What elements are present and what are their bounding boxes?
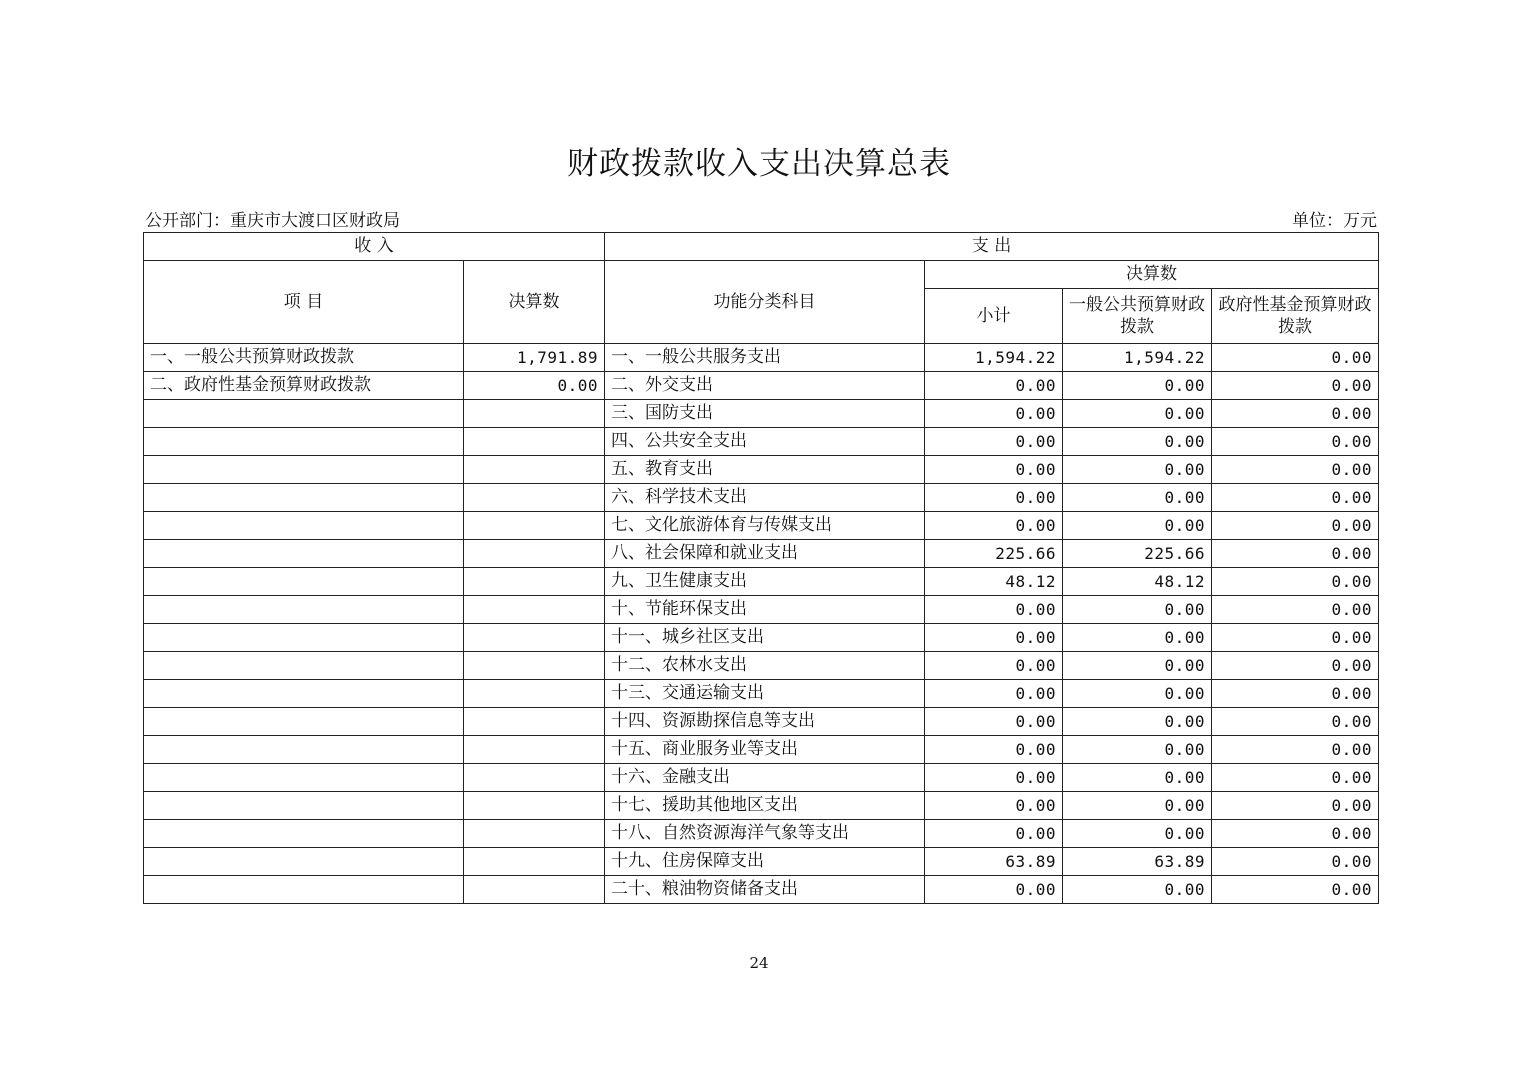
income-item-cell: [144, 624, 464, 652]
income-amount-cell: [464, 736, 605, 764]
gov-fund-cell: 0.00: [1212, 792, 1379, 820]
subtotal-cell: 0.00: [925, 512, 1063, 540]
table-row: [144, 820, 1379, 848]
page-title: 财政拨款收入支出决算总表: [567, 146, 951, 182]
gov-fund-cell: 0.00: [1212, 428, 1379, 456]
expense-item-cell: 九、卫生健康支出: [605, 568, 925, 596]
table-row: [144, 400, 1379, 428]
subtotal-cell: 63.89: [925, 848, 1063, 876]
gov-fund-cell: 0.00: [1212, 456, 1379, 484]
income-item-cell: 二、政府性基金预算财政拨款: [144, 372, 464, 400]
general-budget-cell: 0.00: [1063, 456, 1212, 484]
expense-item-cell: 一、一般公共服务支出: [605, 344, 925, 372]
general-budget-header: 一般公共预算财政拨款: [1063, 289, 1212, 344]
income-item-cell: 一、一般公共预算财政拨款: [144, 344, 464, 372]
gov-fund-cell: 0.00: [1212, 624, 1379, 652]
expense-item-cell: 十七、援助其他地区支出: [605, 792, 925, 820]
income-item-cell: [144, 428, 464, 456]
income-amount-cell: [464, 428, 605, 456]
expense-item-cell: 二、外交支出: [605, 372, 925, 400]
table-row: [144, 736, 1379, 764]
gov-fund-cell: 0.00: [1212, 568, 1379, 596]
income-item-cell: [144, 540, 464, 568]
subtotal-cell: 225.66: [925, 540, 1063, 568]
gov-fund-cell: 0.00: [1212, 372, 1379, 400]
income-item-cell: [144, 792, 464, 820]
general-budget-cell: 1,594.22: [1063, 344, 1212, 372]
income-item-cell: [144, 820, 464, 848]
table-body: [144, 344, 1379, 904]
gov-fund-cell: 0.00: [1212, 540, 1379, 568]
subtotal-cell: 0.00: [925, 764, 1063, 792]
subtotal-cell: 0.00: [925, 596, 1063, 624]
general-budget-cell: 0.00: [1063, 708, 1212, 736]
income-item-cell: [144, 456, 464, 484]
income-item-cell: [144, 484, 464, 512]
expense-item-cell: 十三、交通运输支出: [605, 680, 925, 708]
table-row: [144, 652, 1379, 680]
expense-amount-header: 决算数: [925, 261, 1379, 289]
table-row: [144, 512, 1379, 540]
income-amount-cell: [464, 596, 605, 624]
subtotal-cell: 0.00: [925, 792, 1063, 820]
budget-amount-header: 决算数: [464, 261, 605, 344]
general-budget-cell: 0.00: [1063, 652, 1212, 680]
subtotal-cell: 0.00: [925, 736, 1063, 764]
general-budget-cell: 0.00: [1063, 792, 1212, 820]
department-label: 公开部门：重庆市大渡口区财政局: [145, 211, 400, 231]
income-amount-cell: [464, 456, 605, 484]
gov-fund-cell: 0.00: [1212, 820, 1379, 848]
income-amount-cell: [464, 624, 605, 652]
gov-fund-cell: 0.00: [1212, 484, 1379, 512]
subtotal-cell: 0.00: [925, 624, 1063, 652]
subtotal-cell: 0.00: [925, 456, 1063, 484]
income-amount-cell: 1,791.89: [464, 344, 605, 372]
expense-item-cell: 十八、自然资源海洋气象等支出: [605, 820, 925, 848]
gov-fund-cell: 0.00: [1212, 512, 1379, 540]
expense-section-header: 支 出: [605, 233, 1379, 261]
expense-item-cell: 十六、金融支出: [605, 764, 925, 792]
table-row: [144, 876, 1379, 904]
table-row: [144, 624, 1379, 652]
table-row: [144, 456, 1379, 484]
income-amount-cell: [464, 764, 605, 792]
gov-fund-cell: 0.00: [1212, 596, 1379, 624]
table-row: [144, 764, 1379, 792]
income-item-cell: [144, 568, 464, 596]
subtotal-cell: 0.00: [925, 708, 1063, 736]
expense-item-cell: 七、文化旅游体育与传媒支出: [605, 512, 925, 540]
income-item-cell: [144, 708, 464, 736]
income-amount-cell: [464, 708, 605, 736]
expense-item-cell: 八、社会保障和就业支出: [605, 540, 925, 568]
subtotal-cell: 0.00: [925, 428, 1063, 456]
income-amount-cell: [464, 876, 605, 904]
income-amount-cell: [464, 680, 605, 708]
general-budget-cell: 0.00: [1063, 680, 1212, 708]
general-budget-cell: 225.66: [1063, 540, 1212, 568]
income-item-cell: [144, 680, 464, 708]
general-budget-cell: 0.00: [1063, 372, 1212, 400]
page-number: 24: [749, 954, 769, 972]
general-budget-cell: 0.00: [1063, 876, 1212, 904]
gov-fund-cell: 0.00: [1212, 344, 1379, 372]
general-budget-cell: 63.89: [1063, 848, 1212, 876]
subtotal-cell: 0.00: [925, 820, 1063, 848]
income-amount-cell: [464, 512, 605, 540]
income-amount-cell: [464, 540, 605, 568]
gov-fund-cell: 0.00: [1212, 876, 1379, 904]
general-budget-cell: 0.00: [1063, 764, 1212, 792]
income-item-cell: [144, 652, 464, 680]
expense-item-cell: 二十、粮油物资储备支出: [605, 876, 925, 904]
expense-item-cell: 五、教育支出: [605, 456, 925, 484]
gov-fund-cell: 0.00: [1212, 708, 1379, 736]
general-budget-cell: 0.00: [1063, 736, 1212, 764]
function-category-header: 功能分类科目: [605, 261, 925, 344]
expense-item-cell: 十九、住房保障支出: [605, 848, 925, 876]
income-amount-cell: [464, 848, 605, 876]
gov-fund-cell: 0.00: [1212, 736, 1379, 764]
income-amount-cell: [464, 400, 605, 428]
general-budget-cell: 0.00: [1063, 428, 1212, 456]
subtotal-cell: 0.00: [925, 876, 1063, 904]
table-row: [144, 484, 1379, 512]
subtotal-cell: 0.00: [925, 400, 1063, 428]
gov-fund-cell: 0.00: [1212, 652, 1379, 680]
table-row: [144, 428, 1379, 456]
table-row: [144, 372, 1379, 400]
expense-item-cell: 十二、农林水支出: [605, 652, 925, 680]
income-item-cell: [144, 596, 464, 624]
expense-item-cell: 十五、商业服务业等支出: [605, 736, 925, 764]
income-amount-cell: [464, 652, 605, 680]
income-item-cell: [144, 400, 464, 428]
table-row: [144, 848, 1379, 876]
income-item-cell: [144, 764, 464, 792]
subtotal-cell: 48.12: [925, 568, 1063, 596]
general-budget-cell: 0.00: [1063, 624, 1212, 652]
income-amount-cell: [464, 820, 605, 848]
table-row: [144, 540, 1379, 568]
budget-table: [143, 232, 1379, 904]
income-item-cell: [144, 848, 464, 876]
general-budget-cell: 0.00: [1063, 596, 1212, 624]
expense-item-cell: 三、国防支出: [605, 400, 925, 428]
income-amount-cell: 0.00: [464, 372, 605, 400]
general-budget-cell: 0.00: [1063, 820, 1212, 848]
gov-fund-cell: 0.00: [1212, 764, 1379, 792]
general-budget-cell: 0.00: [1063, 484, 1212, 512]
income-section-header: 收 入: [144, 233, 605, 261]
subtotal-cell: 0.00: [925, 680, 1063, 708]
table-row: [144, 344, 1379, 372]
income-item-cell: [144, 512, 464, 540]
expense-item-cell: 十四、资源勘探信息等支出: [605, 708, 925, 736]
income-amount-cell: [464, 568, 605, 596]
table-row: [144, 568, 1379, 596]
expense-item-cell: 十一、城乡社区支出: [605, 624, 925, 652]
general-budget-cell: 0.00: [1063, 400, 1212, 428]
table-row: [144, 792, 1379, 820]
income-item-cell: [144, 736, 464, 764]
table-row: [144, 596, 1379, 624]
gov-fund-cell: 0.00: [1212, 848, 1379, 876]
subtotal-cell: 0.00: [925, 652, 1063, 680]
expense-item-cell: 六、科学技术支出: [605, 484, 925, 512]
subtotal-header: 小计: [925, 289, 1063, 344]
table-row: [144, 708, 1379, 736]
subtotal-cell: 1,594.22: [925, 344, 1063, 372]
income-amount-cell: [464, 484, 605, 512]
income-amount-cell: [464, 792, 605, 820]
subtotal-cell: 0.00: [925, 372, 1063, 400]
item-header: 项 目: [144, 261, 464, 344]
gov-fund-header: 政府性基金预算财政拨款: [1212, 289, 1379, 344]
table-row: [144, 680, 1379, 708]
subtotal-cell: 0.00: [925, 484, 1063, 512]
general-budget-cell: 0.00: [1063, 512, 1212, 540]
gov-fund-cell: 0.00: [1212, 680, 1379, 708]
expense-item-cell: 四、公共安全支出: [605, 428, 925, 456]
general-budget-cell: 48.12: [1063, 568, 1212, 596]
unit-label: 单位：万元: [1292, 211, 1377, 231]
income-item-cell: [144, 876, 464, 904]
gov-fund-cell: 0.00: [1212, 400, 1379, 428]
expense-item-cell: 十、节能环保支出: [605, 596, 925, 624]
